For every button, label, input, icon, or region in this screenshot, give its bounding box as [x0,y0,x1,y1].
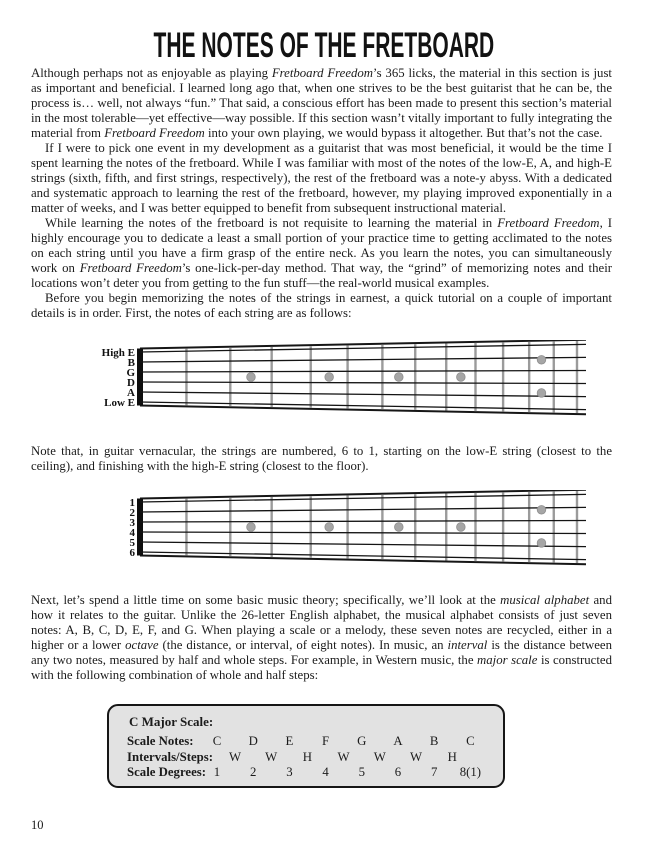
scale-value: W [228,749,242,764]
string-label: G [126,366,135,379]
string-label: Low E [104,396,135,409]
scale-value: A [393,734,403,748]
c-major-scale-box [107,704,505,788]
scale-row-label: Scale Notes: [127,734,194,748]
inlay-dot [325,523,334,532]
string-label: 5 [129,536,135,549]
scale-value: G [357,734,367,748]
string-line [140,370,586,372]
body-text: , I highly encourage you to dedicate a least a small portion of your practice time to getting acclimated to the notes on each string until you have a firm grasp of the entire neck. As you learn the notes, you can simultaneously work on [31,216,613,275]
string-numbering-note [31,444,612,474]
fretboard-bottom-edge [140,556,586,565]
page-title-text: THE NOTES OF THE FRETBOARD [153,26,495,65]
scale-value: 1 [213,765,221,779]
nut [137,499,143,556]
scale-value: 6 [394,765,402,779]
inlay-dot [247,523,256,532]
body-text: If I were to pick one event in my development as a guitarist that was most beneficial, it would be the time I spent learning the notes of the fretboard. While I was familiar with most of the notes of the low-E, A, and high-E strings (sixth, fifth, and first strings, respectively), the rest of the fretboard was a note-y abyss. With a dedicated and systematic approach to learning the rest of the fretboard, however, my playing improved exponentially in a matter of weeks, and I was better equipped to benefit from subsequent instructional material. [31,141,612,215]
scale-value: W [337,749,350,764]
body-text: (the distance, or interval, of eight notes). In music, an [158,638,448,652]
inlay-dot [395,523,404,532]
scale-value: B [429,734,439,748]
scale-row-label: Intervals/Steps: [127,749,214,764]
body-text: into your own playing, we would bypass it altogether. But that’s not the case. [204,126,603,140]
string-line [140,392,586,397]
scale-value: W [409,749,423,764]
paragraph [31,141,612,216]
body-text: Note that, in guitar vernacular, the strings are numbered, 6 to 1, starting on the low-E string (closest to the ceiling), and finishing with the high-E string (closest to the floor). [31,444,612,473]
string-line [140,520,586,522]
string-label: 1 [129,496,135,509]
scale-row [109,734,503,749]
fretboard-top-edge [140,490,586,499]
scale-value: H [302,749,313,764]
string-label: 2 [129,506,135,519]
string-label: A [127,386,135,399]
paragraph [31,291,612,321]
music-theory-paragraph [31,593,612,683]
italic-text: octave [125,638,159,652]
fretboard-bottom-edge [140,406,586,415]
fretboard-diagram-string-numbers [75,490,605,570]
italic-text: Fretboard Freedom [497,216,600,230]
inlay-dot [537,505,546,514]
body-text: Although perhaps not as enjoyable as playing [31,66,272,80]
inlay-dot [325,373,334,382]
scale-row-label: Scale Degrees: [127,765,206,779]
italic-text: musical alphabet [500,593,590,607]
inlay-dot [457,523,466,532]
body-text: While learning the notes of the fretboard is not requisite to learning the material in [45,216,498,230]
string-label: 3 [129,516,135,529]
scale-value: H [447,749,457,764]
scale-value: 5 [358,765,365,779]
scale-value: 4 [322,765,329,779]
string-line [140,532,586,534]
body-text: Before you begin memorizing the notes of the strings in earnest, a quick tutorial on a couple of important details is in order. First, the notes of each string are as follows: [31,291,612,320]
scale-value: 8(1) [459,765,482,779]
string-line [140,382,586,384]
scale-value: 7 [430,765,438,779]
string-label: D [127,376,135,389]
paragraph [31,66,612,141]
paragraph [31,444,612,474]
page-title [0,28,648,65]
string-line [140,542,586,547]
paragraph [31,216,612,291]
italic-text: interval [447,638,488,652]
paragraph [31,593,612,683]
body-text: is the distance between any two notes, measured by half and whole steps. For example, in Western music, the [31,638,613,667]
page-number: 10 [31,818,44,832]
inlay-dot [247,373,256,382]
body-text: ’s one-lick-per-day method. That way, the “grind” of memorizing notes and their locations won’t deter you from getting to the fun stuff—the real-world musical examples. [31,261,613,290]
scale-value: C [466,734,475,748]
scale-value: E [285,734,294,748]
scale-value: 2 [249,765,257,779]
body-text: is constructed with the following combination of whole and half steps: [31,653,612,682]
scale-value: W [265,749,278,764]
italic-text: Fretboard Freedom [271,66,374,80]
scale-box-title: C Major Scale: [129,714,214,729]
scale-value: W [373,749,386,764]
string-line [140,507,586,512]
inlay-dot [395,373,404,382]
inlay-dot [537,355,546,364]
scale-value: F [322,734,330,748]
intro-paragraphs [31,66,612,321]
inlay-dot [537,539,546,548]
string-label: 6 [129,546,135,559]
italic-text: Fretboard Freedom [79,261,182,275]
scale-value: C [212,734,222,748]
scale-row [109,750,503,765]
scale-row [109,765,503,780]
inlay-dot [457,373,466,382]
scale-value: 3 [286,765,293,779]
italic-text: Fretboard Freedom [104,126,205,140]
fretboard-diagram-string-names [75,340,605,420]
string-line [140,357,586,362]
italic-text: major scale [477,653,538,667]
string-label: 4 [129,526,135,539]
nut [137,349,143,406]
body-text: and how it relates to the guitar. Unlike the 26-letter English alphabet, the musical alphabet consists of just seven notes: A, B, C, D, E, F, and G. When playing a scale or a melody, these seven notes are recycled, either in a higher or a lower [31,593,612,652]
fretboard-top-edge [140,340,586,349]
scale-value: D [248,734,258,748]
body-text: Next, let’s spend a little time on some basic music theory; specifically, we’ll look at the [31,593,501,607]
string-label: High E [101,346,135,359]
inlay-dot [537,389,546,398]
body-text: ’s 365 licks, the material in this section is just as important and beneficial. I learned long ago that, when one strives to be the best guitarist that he can be, the process is… well, not always “fun.” That said, a conscious effort has been made to present this section’s material in the most tolerable—yet effective—way possible. If this section wasn’t vitally important to fully integrating the material from [31,66,612,140]
string-label: B [127,356,135,369]
